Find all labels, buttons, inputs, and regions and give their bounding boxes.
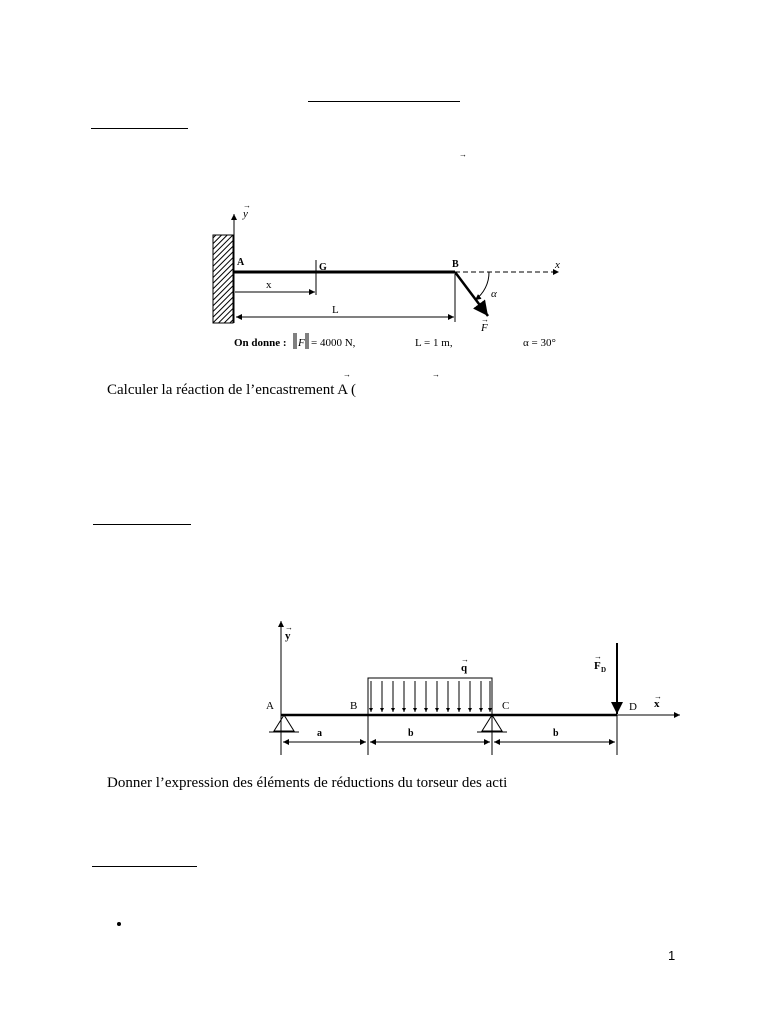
point-G-label: G [319, 262, 327, 273]
section-2-underline [93, 524, 191, 525]
y-vector-mark: → [243, 201, 251, 210]
vector-arrow-mark-2: → [343, 370, 351, 379]
force-FD-vector-mark: → [594, 652, 602, 661]
y-axis-label: y [243, 208, 248, 220]
section-1-underline [91, 128, 188, 129]
dim-L-label: L [332, 304, 339, 316]
dim-x-label: x [266, 279, 272, 291]
given-F-value: = 4000 N, [311, 337, 356, 349]
x-vector-mark: → [654, 692, 662, 701]
force-FD-label: F [594, 660, 601, 672]
point-B-label: B [452, 259, 459, 270]
cantilever-figure [205, 200, 580, 360]
load-q-label: q [461, 662, 468, 674]
paragraph-2: Donner l’expression des éléments de réductions du torseur des acti [107, 775, 508, 791]
given-F-symbol: F [298, 337, 305, 349]
supported-beam-figure [255, 615, 690, 760]
vector-arrow-mark-3: → [432, 370, 440, 379]
point-A-label: A [237, 257, 245, 268]
y-axis-label: y [285, 630, 291, 642]
dim-b2-label: b [553, 728, 559, 739]
wall-hatch [213, 235, 233, 323]
point-A-label: A [266, 700, 274, 712]
y-vector-mark: → [285, 623, 293, 632]
load-q-vector-mark: → [461, 655, 469, 664]
support-A [269, 715, 299, 732]
page-number: 1 [668, 948, 676, 963]
given-prefix: On donne : [234, 337, 287, 349]
paragraph-1: Calculer la réaction de l’encastrement A ( [107, 382, 357, 398]
distributed-load-arrows [371, 681, 490, 712]
force-F-vector-mark: → [481, 315, 489, 324]
point-C-label: C [502, 700, 510, 712]
given-alpha: α = 30° [523, 337, 556, 349]
x-axis-label: x [555, 259, 560, 271]
alpha-arc [475, 272, 489, 300]
force-FD-subscript: D [601, 666, 607, 674]
x-axis-label: x [654, 698, 660, 710]
vector-arrow-mark: → [459, 150, 467, 159]
force-F-label: F [481, 322, 488, 334]
alpha-label: α [491, 288, 497, 300]
distributed-load-q [368, 678, 492, 715]
dim-b1-label: b [408, 728, 414, 739]
point-D-label: D [629, 701, 637, 713]
list-bullet [117, 922, 121, 926]
force-F-arrow [455, 272, 488, 316]
point-B-label: B [350, 700, 358, 712]
given-L: L = 1 m, [415, 337, 453, 349]
dim-a-label: a [317, 728, 322, 739]
section-3-underline [92, 866, 197, 867]
title-underline [308, 101, 460, 102]
